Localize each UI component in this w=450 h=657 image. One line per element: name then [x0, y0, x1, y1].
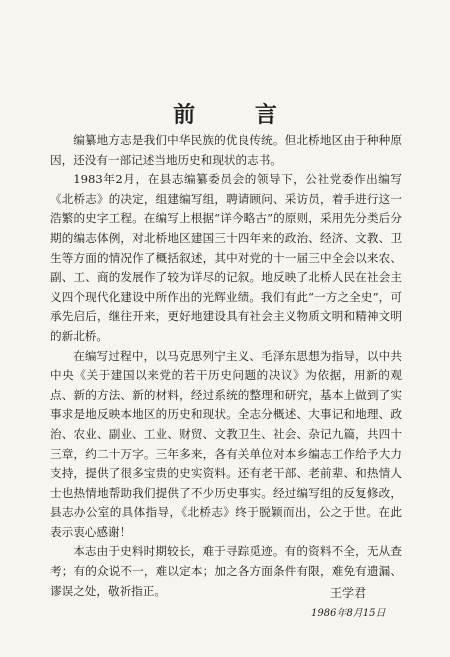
author-name: 王学君: [330, 586, 367, 600]
paragraph-3: 在编写过程中，以马克思列宁主义、毛泽东思想为指导，以中共中央《关于建国以来党的若干历史问题的决议》为依据，用新的观点、新的方法、新的材料，经过系统的整理和研究，基本上做到了实事求是地反映本地区的历史和现状。全志分概述、大事记和地理、政治、农业、副业、工业、财贸、文教卫生、社会、杂记九篇，共四十三章，约二十万字。三年多来，各有关单位对本乡编志工作给予大力支持，提供了很多宝贵的史实资料。还有老干部、老前辈、和热情人士也热情地帮助我们提供了不少历史事实。经过编写组的反复修改，县志办公室的具体指导，《北桥志》终于脱颖而出，公之于世。在此表示衷心感谢！: [50, 348, 402, 539]
paragraph-1: 编纂地方志是我们中华民族的优良传统。但北桥地区由于种种原因，还没有一部记述当地历史和现状的志书。: [50, 133, 402, 167]
paragraph-4: 本志由于史料时期较长，难于寻踪觅迹。有的资料不全，无从查考；有的众说不一，难以定本；加之各方面条件有限，难免有遗漏、谬误之处，敬祈指正。: [50, 544, 402, 598]
date-text: 1986年8月15日: [311, 608, 386, 619]
page-title: 前 言: [173, 102, 303, 128]
preface-body: [50, 131, 402, 601]
paragraph-2: 1983年2月，在县志编纂委员会的领导下，公社党委作出编写《北桥志》的决定，组建编写组，聘请顾问、采访员，着手进行这一浩繁的史字工程。在编写上根据“详今略古”的原则，采用先分类后分期的编志体例，对北桥地区建国三十四年来的政治、经济、文教、卫生等方面的情况作了概括叙述，其中对党的十一届三中全会以来农、副、工、商的发展作了较为详尽的记叙。地反映了北桥人民在社会主义四个现代化建设中所作出的光辉业绩。我们有此“一方之全史”，可承先启后，继往开来，更好地建设具有社会主义物质文明和精神文明的新北桥。: [50, 172, 402, 343]
